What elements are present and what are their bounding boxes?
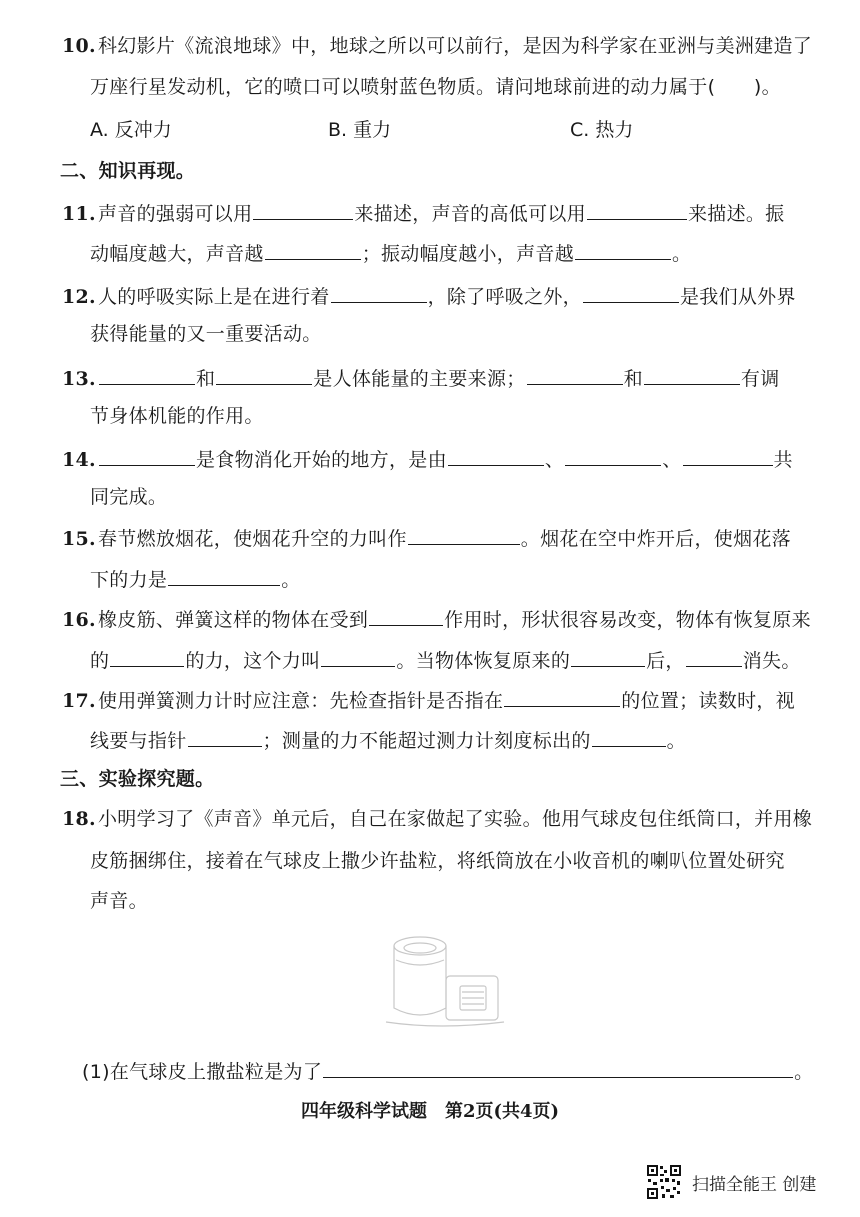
q16-blank-3[interactable] [321,644,395,667]
q16-text-1b: 作用时，形状很容易改变，物体有恢复原来 [444,609,811,631]
q17-blank-2[interactable] [188,724,262,747]
q13-line1 [62,362,780,393]
q15-number: 15. [62,528,96,550]
scanner-watermark-text: 扫描全能王 创建 [692,1175,817,1195]
q15-line1 [62,522,791,553]
q13-line2: 节身体机能的作用。 [90,405,264,427]
q16-text-2c: 。当物体恢复原来的 [396,650,571,672]
q16-line2 [90,644,801,675]
q13-text-1c: 和 [623,368,643,390]
q17-number: 17. [62,690,96,712]
q13-blank-2[interactable] [216,362,312,385]
q14-blank-2[interactable] [448,443,544,466]
q10-text-2: 万座行星发动机，它的喷口可以喷射蓝色物质。请问地球前进的动力属于( )。 [90,76,781,98]
q17-text-1b: 的位置；读数时，视 [621,690,795,712]
q13-number: 13. [62,368,96,390]
q10-option-b: B. 重力 [328,119,392,141]
q10-option-c: C. 热力 [570,119,634,141]
q17-line1 [62,684,795,715]
q12-text-1b: ，除了呼吸之外， [427,286,582,308]
q18-line3: 声音。 [90,890,148,912]
q10-line2 [90,73,781,101]
q13-blank-3[interactable] [527,362,623,385]
page-footer: 四年级科学试题 第2页(共4页) [300,1101,560,1122]
q18-sub1-end: 。 [794,1061,814,1083]
q18-sub1-blank[interactable] [323,1055,793,1078]
q16-line1 [62,603,811,634]
q10-number: 10. [62,35,96,57]
qr-code-icon [646,1164,682,1200]
q14-text-1b: 、 [544,449,565,471]
q16-number: 16. [62,609,96,631]
q12-text-1c: 是我们从外界 [679,286,796,308]
q11-text-2a: 动幅度越大，声音越 [90,243,264,265]
q13-blank-1[interactable] [99,362,195,385]
q18-text-1: 小明学习了《声音》单元后，自己在家做起了实验。他用气球皮包住纸筒口，并用橡 [97,808,813,830]
q15-line2 [90,563,301,594]
q14-blank-3[interactable] [565,443,661,466]
q15-blank-2[interactable] [168,563,280,586]
q15-text-1a: 春节燃放烟花，使烟花升空的力叫作 [97,528,407,550]
q14-line2: 同完成。 [90,486,168,508]
q16-text-2b: 的力，这个力叫 [185,650,321,672]
q14-text-1a: 是食物消化开始的地方，是由 [195,449,447,471]
q12-text-1a: 人的呼吸实际上是在进行着 [97,286,330,308]
q14-blank-1[interactable] [99,443,195,466]
q18-line1 [62,805,812,833]
q12-number: 12. [62,286,96,308]
q18-sub1 [82,1055,813,1086]
q11-text-1c: 来描述。振 [687,203,785,225]
q14-blank-4[interactable] [683,443,773,466]
q15-text-2b: 。 [281,569,301,591]
section-2-heading: 二、知识再现。 [60,160,196,182]
q10-option-a: A. 反冲力 [90,119,172,141]
q17-text-2c: 。 [666,730,686,752]
q15-blank-1[interactable] [408,522,520,545]
q16-text-2e: 消失。 [742,650,801,672]
q16-blank-1[interactable] [369,603,443,626]
q16-text-1a: 橡皮筋、弹簧这样的物体在受到 [97,609,369,631]
q11-line1 [62,197,785,228]
q16-blank-4[interactable] [571,644,645,667]
q17-text-2a: 线要与指针 [90,730,187,752]
q15-text-2a: 下的力是 [90,569,168,591]
q11-line2 [90,237,691,268]
q18-line2: 皮筋捆绑住，接着在气球皮上撒少许盐粒，将纸筒放在小收音机的喇叭位置处研究 [90,850,785,872]
q18-sub1-text: (1)在气球皮上撒盐粒是为了 [82,1061,323,1083]
q10-line1 [62,32,812,60]
section-3-heading: 三、实验探究题。 [60,768,215,790]
q13-text-1d: 有调 [740,368,780,390]
q16-blank-2[interactable] [110,644,184,667]
q13-blank-4[interactable] [644,362,740,385]
q12-blank-1[interactable] [331,280,427,303]
q12-line2: 获得能量的又一重要活动。 [90,323,322,345]
q11-text-1a: 声音的强弱可以用 [97,203,253,225]
q16-blank-5[interactable] [686,644,742,667]
q17-blank-1[interactable] [504,684,620,707]
q17-line2 [90,724,686,755]
q12-blank-2[interactable] [583,280,679,303]
q11-blank-4[interactable] [575,237,671,260]
q13-text-1a: 和 [195,368,216,390]
q14-line1 [62,443,793,474]
q16-text-2d: 后， [646,650,685,672]
q14-number: 14. [62,449,96,471]
q18-number: 18. [62,808,96,830]
q17-text-1a: 使用弹簧测力计时应注意：先检查指针是否指在 [97,690,504,712]
q11-text-2c: 。 [672,243,692,265]
experiment-illustration [380,930,510,1030]
q16-text-2a: 的 [90,650,110,672]
q10-text-1: 科幻影片《流浪地球》中，地球之所以可以前行，是因为科学家在亚洲与美洲建造了 [97,35,813,57]
q14-text-1c: 、 [662,449,682,471]
q11-number: 11. [62,203,96,225]
q11-blank-2[interactable] [587,197,687,220]
q14-text-1d: 共 [773,449,793,471]
q13-text-1b: 是人体能量的主要来源； [313,368,526,390]
q11-text-2b: ；振动幅度越小，声音越 [361,243,575,265]
q17-text-2b: ；测量的力不能超过测力计刻度标出的 [262,730,591,752]
q17-blank-3[interactable] [592,724,666,747]
q11-text-1b: 来描述，声音的高低可以用 [354,203,586,225]
q11-blank-1[interactable] [253,197,353,220]
q15-text-1b: 。烟花在空中炸开后，使烟花落 [520,528,791,550]
q12-line1 [62,280,796,311]
q11-blank-3[interactable] [265,237,361,260]
